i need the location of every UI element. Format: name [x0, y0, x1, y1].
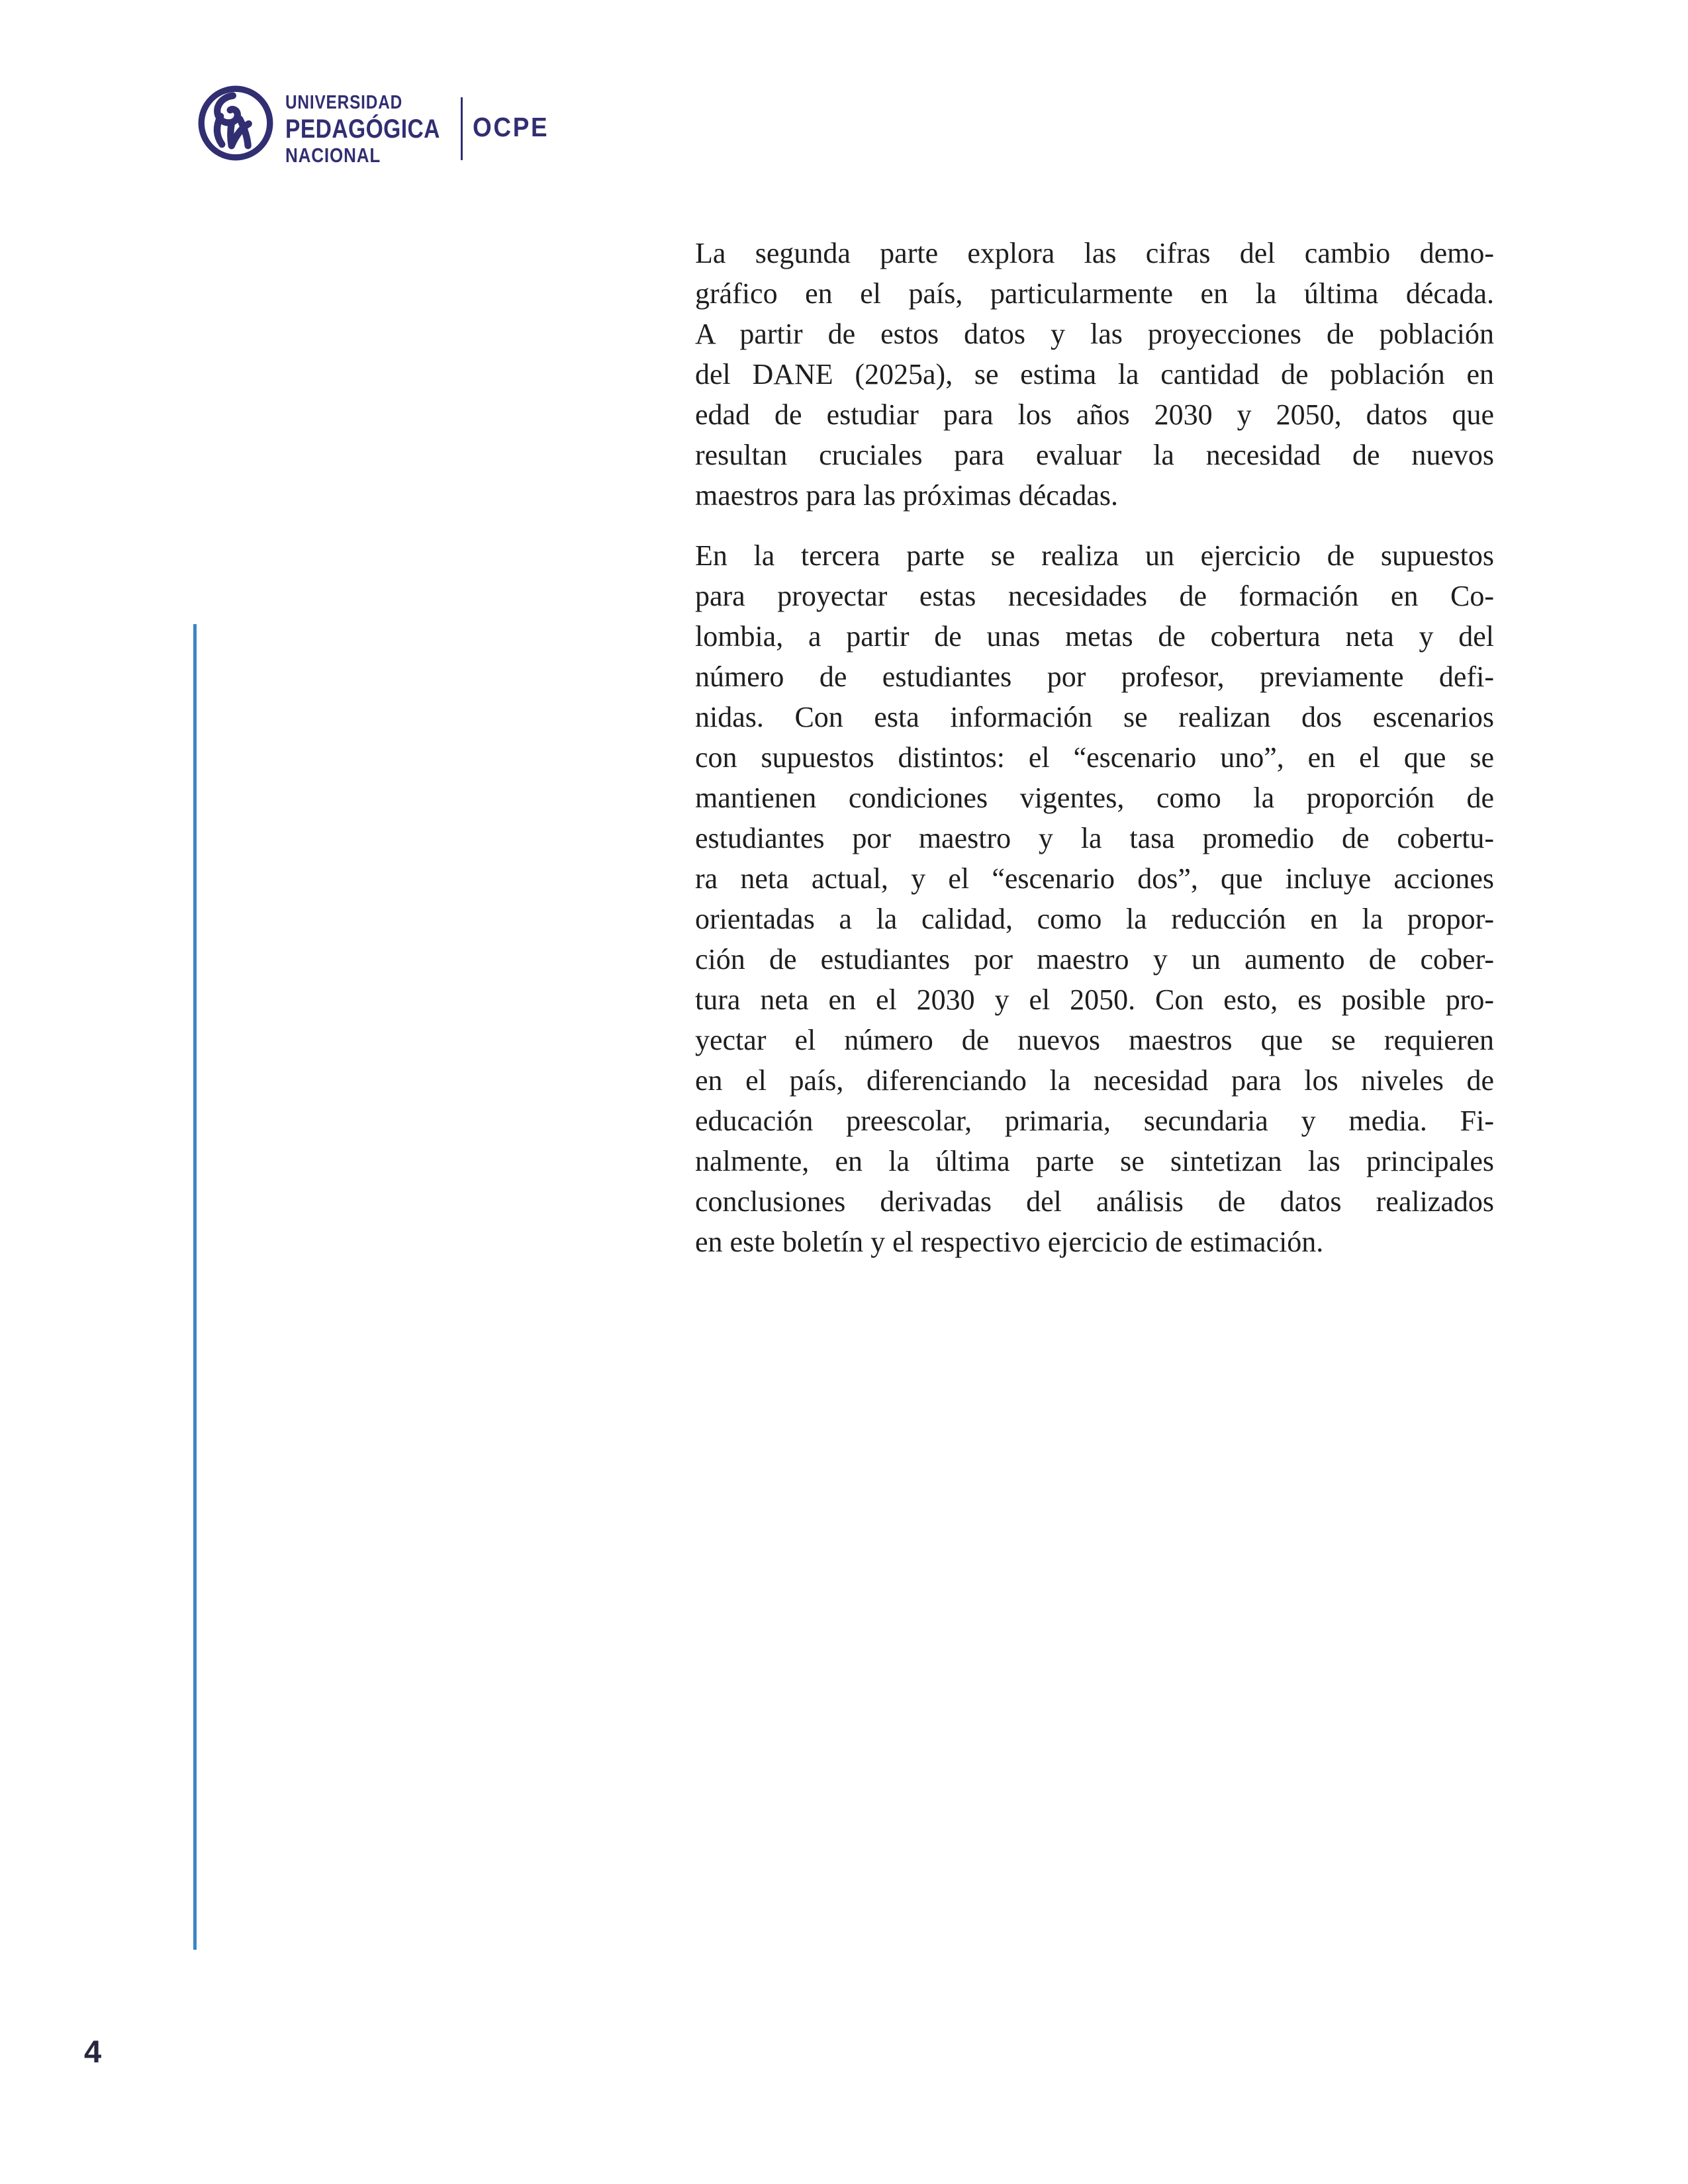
university-name-line1: UNIVERSIDAD: [285, 92, 403, 113]
accent-vertical-rule: [193, 624, 197, 1950]
body-line: mantienen condiciones vigentes, como la proporción de: [695, 782, 1494, 814]
logo-divider: [461, 97, 463, 160]
body-line: nalmente, en la última parte se sintetizan las principales: [695, 1145, 1494, 1177]
body-line: La segunda parte explora las cifras del cambio demo-: [695, 237, 1494, 269]
page-number: 4: [84, 2034, 102, 2069]
ocpe-unit-label: OCPE: [473, 112, 549, 142]
paragraph-1: [695, 233, 1494, 516]
body-line: maestros para las próximas décadas.: [695, 479, 1118, 512]
body-line: lombia, a partir de unas metas de cobertura neta y del: [695, 620, 1494, 653]
body-line: estudiantes por maestro y la tasa promedio de cobertu-: [695, 822, 1494, 854]
body-line: resultan cruciales para evaluar la necesidad de nuevos: [695, 439, 1494, 471]
body-line: edad de estudiar para los años 2030 y 2050, datos que: [695, 398, 1494, 431]
body-text-block: [695, 233, 1494, 1262]
university-wordmark: [285, 92, 469, 167]
university-name-line3: NACIONAL: [285, 144, 381, 167]
paragraph-2: [695, 535, 1494, 1262]
body-line: para proyectar estas necesidades de formación en Co-: [695, 580, 1494, 612]
upn-emblem-icon: [197, 85, 274, 161]
body-line: en el país, diferenciando la necesidad para los niveles de: [695, 1064, 1494, 1097]
body-line: con supuestos distintos: el “escenario uno”, en el que se: [695, 741, 1494, 774]
body-line: del DANE (2025a), se estima la cantidad de población en: [695, 358, 1494, 390]
body-line: nidas. Con esta información se realizan dos escenarios: [695, 701, 1494, 733]
body-line: ra neta actual, y el “escenario dos”, que incluye acciones: [695, 862, 1494, 895]
body-line: En la tercera parte se realiza un ejercicio de supuestos: [695, 539, 1494, 572]
body-line: conclusiones derivadas del análisis de datos realizados: [695, 1185, 1494, 1218]
body-line: gráfico en el país, particularmente en la última década.: [695, 277, 1494, 310]
body-line: educación preescolar, primaria, secundaria y media. Fi-: [695, 1105, 1494, 1137]
body-line: tura neta en el 2030 y el 2050. Con esto, es posible pro-: [695, 983, 1494, 1016]
body-line: yectar el número de nuevos maestros que se requieren: [695, 1024, 1494, 1056]
body-line: número de estudiantes por profesor, previamente defi-: [695, 660, 1494, 693]
body-line: en este boletín y el respectivo ejercicio de estimación.: [695, 1226, 1324, 1258]
body-line: ción de estudiantes por maestro y un aumento de cober-: [695, 943, 1494, 976]
body-line: orientadas a la calidad, como la reducción en la propor-: [695, 903, 1494, 935]
university-name-line2: PEDAGÓGICA: [285, 114, 440, 144]
body-line: A partir de estos datos y las proyecciones de población: [695, 318, 1494, 350]
